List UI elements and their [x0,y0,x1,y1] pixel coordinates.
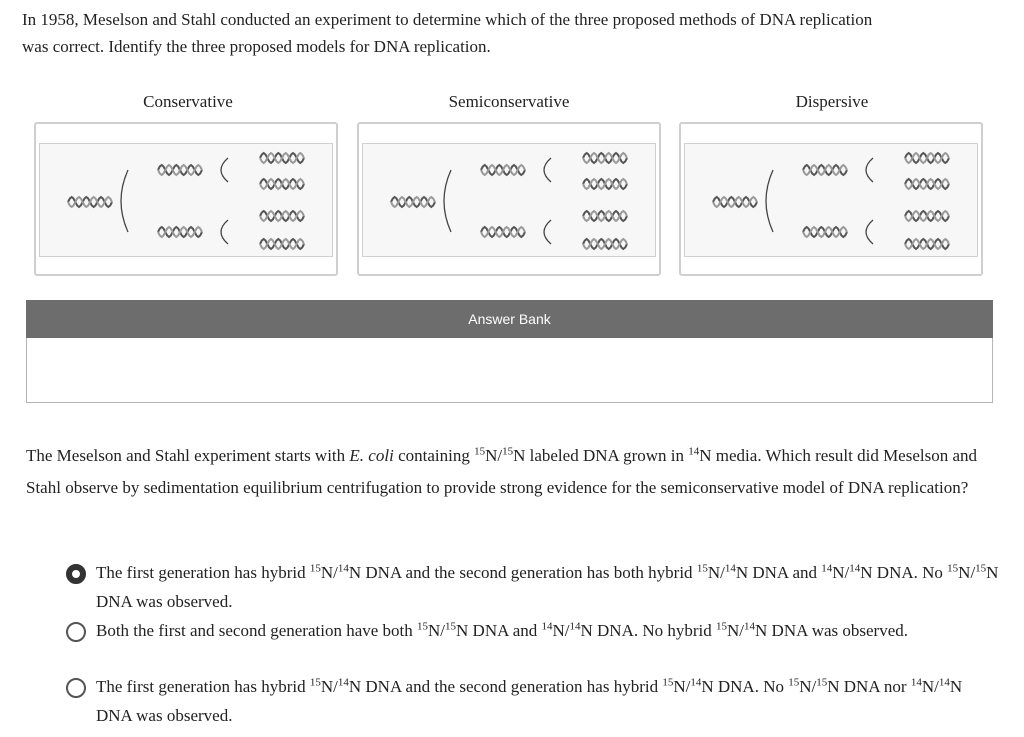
dna-replication-diagram [363,144,655,256]
diagram-conservative [39,143,333,257]
branch-bracket [221,158,228,182]
option-2-text: Both the first and second generation have both $^{15}$N/$^{15}$N DNA and $^{14}$N/$^{14}$N DNA. No hybrid $^{15}$N/$^{14}$N DNA was observed. [96,620,909,640]
answer-option-1[interactable] [66,562,1001,616]
option-1-text: The first generation has hybrid $^{15}$N/$^{14}$N DNA and the second generation has both hybrid $^{15}$N/$^{14}$N DNA and $^{14}$N/$^{14}$N DNA. No $^{15}$N/$^{15}$N DNA was observed. [96,562,999,611]
parent-dna-helix [391,197,435,207]
question-2-text [26,440,1001,504]
question-line-2: was correct. Identify the three proposed models for DNA replication. [22,37,491,56]
q2-text-2: containing [393,446,475,465]
radio-button[interactable] [66,622,86,642]
dna-replication-diagram [685,144,977,256]
granddaughter-dna-helix [583,211,627,221]
model-label-dispersive: Dispersive [795,92,869,111]
drop-target-conservative[interactable] [34,122,338,276]
granddaughter-dna-helix [905,179,949,189]
q2-text-1: The Meselson and Stahl experiment starts with [26,446,350,465]
branch-bracket [444,170,451,232]
granddaughter-dna-helix [260,153,304,163]
branch-bracket [221,220,228,244]
daughter-dna-helix [481,227,525,237]
branch-bracket [121,170,128,232]
drop-target-semiconservative[interactable] [357,122,661,276]
granddaughter-dna-helix [583,153,627,163]
daughter-dna-helix [158,165,202,175]
parent-dna-helix [68,197,112,207]
q2-ecoli: E. coli [349,446,394,465]
q2-isotope-sup: 14 [688,445,700,458]
dna-replication-diagram [40,144,332,256]
branch-bracket [544,220,551,244]
drop-target-dispersive[interactable] [679,122,983,276]
branch-bracket [544,158,551,182]
granddaughter-dna-helix [905,211,949,221]
daughter-dna-helix [481,165,525,175]
model-label-semiconservative: Semiconservative [448,92,570,111]
granddaughter-dna-helix [905,239,949,249]
answer-bank-area[interactable] [26,338,993,403]
parent-dna-helix [713,197,757,207]
granddaughter-dna-helix [260,239,304,249]
q2-isotope-sup: 15 [502,445,514,458]
question-prompt [22,6,1002,60]
option-3-text: The first generation has hybrid $^{15}$N/$^{14}$N DNA and the second generation has hybrid $^{15}$N/$^{14}$N DNA. No $^{15}$N/$^{15}$N DNA nor $^{14}$N/$^{14}$N DNA was observed. [96,676,963,725]
question-line-1: In 1958, Meselson and Stahl conducted an experiment to determine which of the three proposed methods of DNA replication [22,10,873,29]
q2-text-4: N labeled DNA grown in [513,446,689,465]
diagram-semiconservative [362,143,656,257]
granddaughter-dna-helix [905,153,949,163]
granddaughter-dna-helix [583,179,627,189]
answer-option-2[interactable] [66,620,1001,645]
answer-bank-header [26,300,993,338]
radio-button[interactable] [66,678,86,698]
q2-isotope-sup: 15 [474,445,486,458]
model-label-conservative: Conservative [143,92,233,111]
answer-bank-title: Answer Bank [468,311,551,327]
branch-bracket [866,220,873,244]
daughter-dna-helix [803,227,847,237]
daughter-dna-helix [803,165,847,175]
branch-bracket [766,170,773,232]
granddaughter-dna-helix [260,179,304,189]
granddaughter-dna-helix [583,239,627,249]
daughter-dna-helix [158,227,202,237]
q2-text-3: N/ [485,446,503,465]
branch-bracket [866,158,873,182]
radio-button-selected[interactable] [66,564,86,584]
q2-text-5: N media. Which result did Meselson and Stahl observe by sedimentation equilibrium centrifugation to provide strong evidence for the semiconservative model of DNA replication? [26,446,978,497]
diagram-dispersive [684,143,978,257]
answer-option-3[interactable] [66,676,1001,730]
granddaughter-dna-helix [260,211,304,221]
